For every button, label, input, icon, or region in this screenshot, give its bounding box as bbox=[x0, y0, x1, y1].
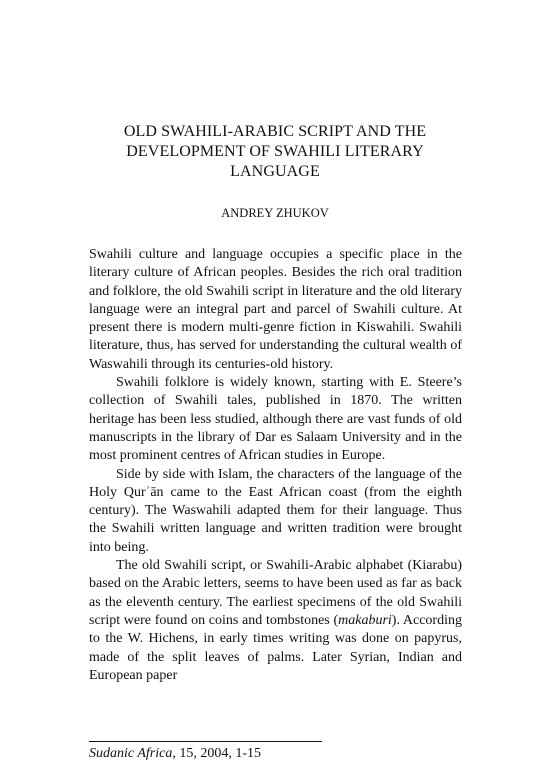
journal-name: Sudanic Africa bbox=[89, 746, 173, 761]
footnote-divider bbox=[89, 741, 322, 742]
title-line-1: OLD SWAHILI-ARABIC SCRIPT AND THE bbox=[123, 123, 427, 140]
article-body bbox=[89, 246, 462, 685]
article-title bbox=[60, 122, 490, 182]
paragraph-4-text-a: The old Swahili script, or Swahili-Arabic alphabet (Kiarabu) based on the Arabic letters, seems to have been used as far as back as the eleventh century. The earliest specimens of the old Swahili script were found on coins and tombstones ( bbox=[89, 558, 462, 628]
paragraph-4 bbox=[89, 557, 462, 685]
title-line-3: LANGUAGE bbox=[230, 163, 320, 180]
paragraph-1: Swahili culture and language occupies a specific place in the literary culture of African peoples. Besides the rich oral tradition and folklore, the old Swahili script in literature and the old literary language were an integral part and parcel of Swahili culture. At present there is modern multi-genre fiction in Kiswahili. Swahili literature, thus, has served for understanding the cultural wealth of Waswahili through its centuries-old history. bbox=[89, 247, 462, 372]
paragraph-4-text-b: ). According to the W. Hichens, in early times writing was done on papyrus, made of the split leaves of palms. Later Syrian, Indian and European paper bbox=[89, 612, 462, 683]
paragraph-2: Swahili folklore is widely known, starting with E. Steere’s collection of Swahili tales, published in 1870. The written heritage has been less studied, although there are vast funds of old manuscripts in the library of Dar es Salaam University and in the most prominent centres of African studies in Europe. bbox=[89, 375, 462, 464]
title-line-2: DEVELOPMENT OF SWAHILI LITERARY bbox=[126, 143, 424, 160]
paragraph-3: Side by side with Islam, the characters of the language of the Holy Qurʾān came to the East African coast (from the eighth century). The Waswahili adapted them for their language. Thus the Swahili written language and written tradition were brought into being. bbox=[89, 466, 462, 555]
journal-citation bbox=[89, 745, 261, 762]
paragraph-4-emphasis: makaburi bbox=[338, 612, 392, 628]
journal-volume-pages: , 15, 2004, 1-15 bbox=[172, 746, 262, 761]
author-name: ANDREY ZHUKOV bbox=[221, 206, 329, 220]
